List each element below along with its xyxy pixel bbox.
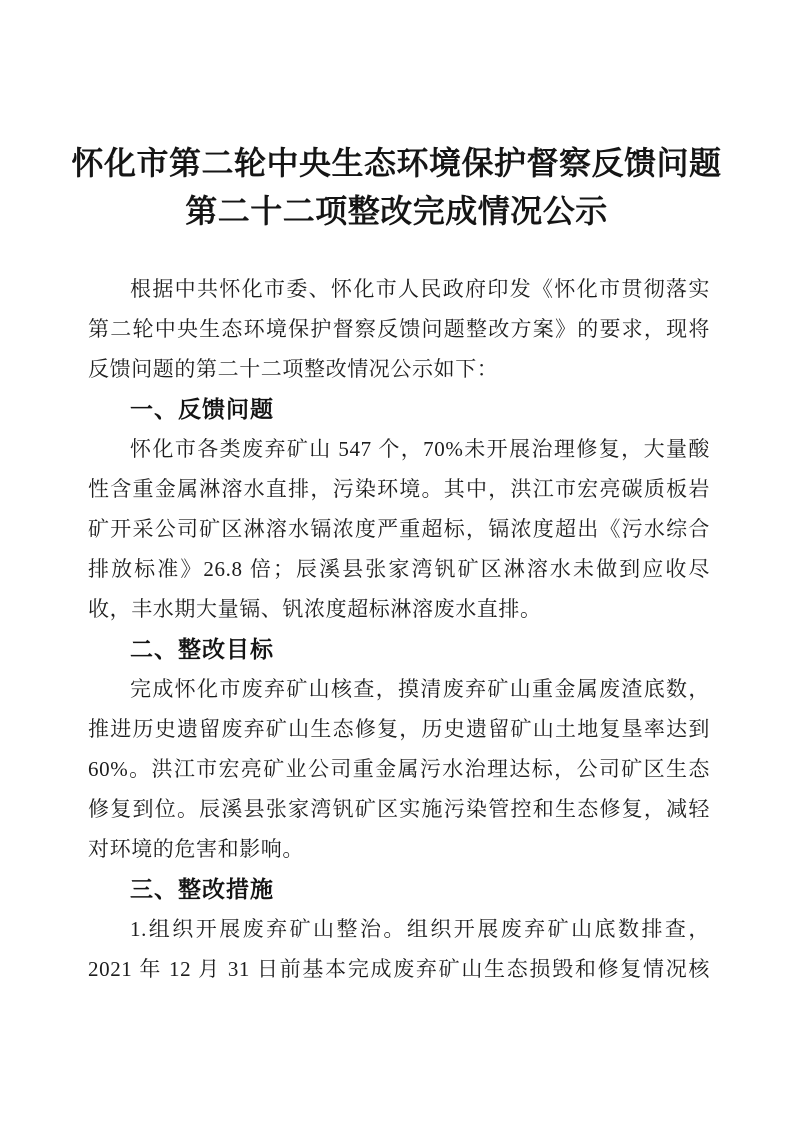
section-2-line: 推进历史遗留废弃矿山生态修复，历史遗留矿山土地复垦率达到: [88, 717, 710, 741]
section-heading-rectification-target: 二、整改目标: [130, 636, 274, 662]
section-1-line: 矿开采公司矿区淋溶水镉浓度严重超标，镉浓度超出《污水综合: [88, 517, 710, 541]
section-heading-feedback-problem: 一、反馈问题: [130, 396, 274, 422]
section-2-line: 修复到位。辰溪县张家湾钒矿区实施污染管控和生态修复，减轻: [88, 797, 710, 821]
intro-line: 第二轮中央生态环境保护督察反馈问题整改方案》的要求，现将: [88, 317, 710, 341]
title-line-2: 第二十二项整改完成情况公示: [185, 193, 608, 229]
intro-line: 根据中共怀化市委、怀化市人民政府印发《怀化市贯彻落实: [130, 277, 710, 301]
section-1-line: 收，丰水期大量镉、钒浓度超标淋溶废水直排。: [88, 597, 542, 621]
title-line-1: 怀化市第二轮中央生态环境保护督察反馈问题: [71, 145, 722, 181]
intro-line: 反馈问题的第二十二项整改情况公示如下：: [88, 357, 499, 381]
section-3-line: 2021 年 12 月 31 日前基本完成废弃矿山生态损毁和修复情况核: [88, 957, 710, 981]
section-2-line: 对环境的危害和影响。: [88, 837, 304, 861]
section-2-line: 60%。洪江市宏亮矿业公司重金属污水治理达标，公司矿区生态: [88, 757, 710, 781]
document-title: [0, 0, 793, 235]
section-1-line: 性含重金属淋溶水直排，污染环境。其中，洪江市宏亮碳质板岩: [88, 477, 710, 501]
document-body: [88, 269, 710, 989]
section-heading-rectification-measures: 三、整改措施: [130, 876, 274, 902]
section-1-line: 怀化市各类废弃矿山 547 个，70%未开展治理修复，大量酸: [130, 437, 710, 461]
section-3-line: 1.组织开展废弃矿山整治。组织开展废弃矿山底数排查，: [130, 917, 710, 941]
section-1-line: 排放标准》26.8 倍；辰溪县张家湾钒矿区淋溶水未做到应收尽: [88, 557, 710, 581]
section-2-line: 完成怀化市废弃矿山核查，摸清废弃矿山重金属废渣底数，: [130, 677, 710, 701]
